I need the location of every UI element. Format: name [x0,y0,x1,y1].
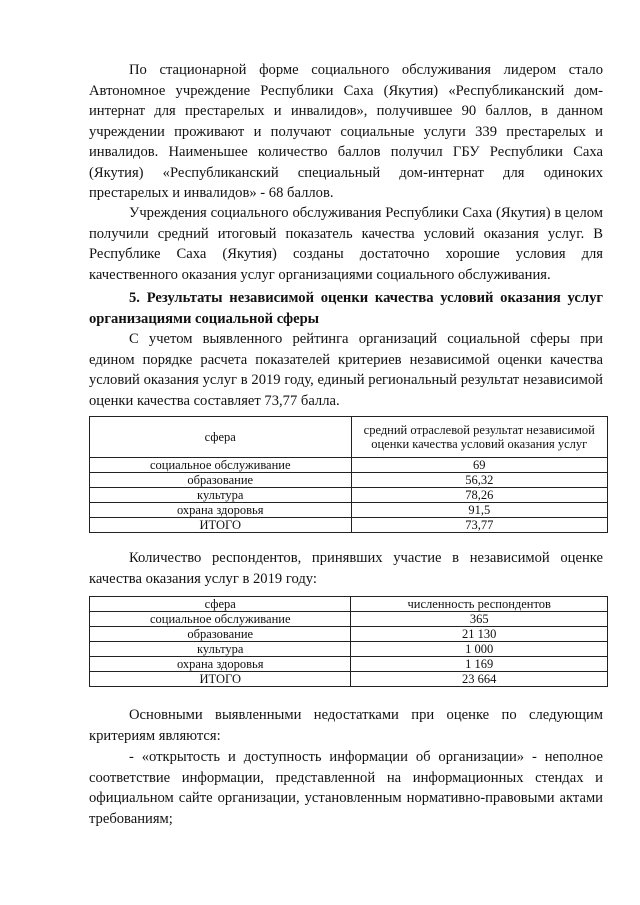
paragraph-respondents: Количество респондентов, принявших участие в независимой оценке качества оказания услуг в 2019 году: [89,550,603,587]
table-cell-value: 1 169 [351,657,608,672]
table-cell-sphere: образование [90,473,352,488]
table-cell-value: 78,26 [351,488,607,503]
table-cell-sphere: ИТОГО [90,672,351,687]
table-header-cell: сфера [90,417,352,458]
table-cell-value: 69 [351,458,607,473]
table-row-total [90,518,608,533]
table-sector-results [89,416,608,533]
table-row [90,627,608,642]
table-row [90,612,608,627]
table-header-cell: сфера [90,597,351,612]
table-cell-value: 23 664 [351,672,608,687]
table-cell-sphere: культура [90,488,352,503]
table-cell-value: 91,5 [351,503,607,518]
table-row-total [90,672,608,687]
paragraph-regional-result: С учетом выявленного рейтинга организаций социальной сферы при едином порядке расчета показателей критериев независимой оценки качества условий оказания услуг в 2019 году, единый региональный результат независимой оценки качества составляет 73,77 балла. [89,331,603,409]
table-cell-sphere: ИТОГО [90,518,352,533]
table-row [90,642,608,657]
paragraph-openness-criterion: - «открытость и доступность информации об организации» - неполное соответствие информации, представленной на информационных стендах и официальном сайте организации, установленным нормативно-правовыми актами требованиям; [89,749,603,827]
section-heading-5: 5. Результаты независимой оценки качества условий оказания услуг организациями социальной сферы [89,290,603,327]
table-row [90,473,608,488]
table-header-cell: численность респондентов [351,597,608,612]
table-header-row [90,417,608,458]
table-cell-sphere: охрана здоровья [90,657,351,672]
table-row [90,488,608,503]
table-cell-value: 365 [351,612,608,627]
table-cell-sphere: охрана здоровья [90,503,352,518]
table-cell-sphere: образование [90,627,351,642]
paragraph-shortcomings-intro: Основными выявленными недостатками при оценке по следующим критериям являются: [89,707,603,744]
paragraph-overall-result: Учреждения социального обслуживания Республики Саха (Якутия) в целом получили средний итоговый показатель качества условий оказания услуг. В Республике Саха (Якутия) созданы достаточно хорошие условия для качественного оказания услуг организациями социального обслуживания. [89,205,603,283]
table-row [90,657,608,672]
table-row [90,503,608,518]
table-respondents [89,596,608,687]
table-cell-value: 73,77 [351,518,607,533]
table-cell-sphere: социальное обслуживание [90,612,351,627]
table-cell-value: 21 130 [351,627,608,642]
table-row [90,458,608,473]
table-cell-value: 56,32 [351,473,607,488]
table-cell-value: 1 000 [351,642,608,657]
table-header-row [90,597,608,612]
table-cell-sphere: социальное обслуживание [90,458,352,473]
paragraph-stationary-leader: По стационарной форме социального обслуживания лидером стало Автономное учреждение Республики Саха (Якутия) «Республиканский дом-интернат для престарелых и инвалидов», получившее 90 баллов, в данном учреждении проживают и получают социальные услуги 339 престарелых и инвалидов. Наименьшее количество баллов получил ГБУ Республики Саха (Якутия) «Республиканский специальный дом-интернат для одиноких престарелых и инвалидов» - 68 баллов. [89,62,603,201]
table-cell-sphere: культура [90,642,351,657]
table-header-cell: средний отраслевой результат независимой оценки качества условий оказания услуг [351,417,607,458]
